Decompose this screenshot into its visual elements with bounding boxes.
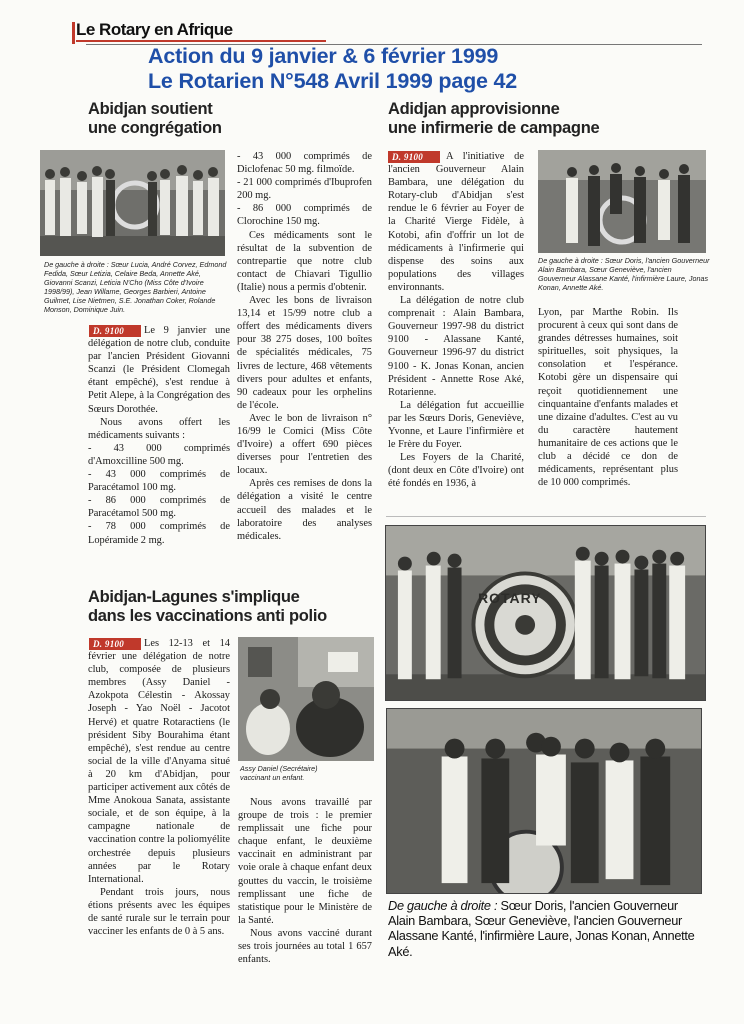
- caption-lead: De gauche à droite :: [388, 898, 498, 913]
- article2-title-line2: une infirmerie de campagne: [388, 119, 600, 137]
- article1-col1: [88, 324, 230, 547]
- list-item: - 43 000 comprimés de Paracétamol 100 mg.: [88, 469, 230, 494]
- article3-title-line2: dans les vaccinations anti polio: [88, 607, 327, 625]
- group-photo-icon: [40, 150, 225, 256]
- paragraph: [388, 150, 524, 294]
- rotary-banner-group-photo-icon: [386, 526, 705, 700]
- paragraph: [388, 294, 524, 399]
- article1-p2: Nous avons offert les médicaments suivants :: [88, 416, 230, 441]
- article2-title: [388, 100, 708, 138]
- district-badge: D. 9100: [89, 325, 141, 337]
- article1-p6: Après ces remises de dons la délégation a visité le centre accueil des malades et le laboratoire des analyses médicales.: [237, 478, 372, 542]
- article3-title: [88, 588, 388, 626]
- group-photo-icon: [387, 709, 701, 893]
- bottom-photo: [386, 708, 702, 894]
- vaccination-photo-icon: [238, 637, 374, 761]
- article2-p4: Les Foyers de la Charité, (dont deux en Côte d'Ivoire) ont été fondés en 1936, à: [388, 452, 524, 490]
- rubric-bar: [76, 20, 326, 42]
- article1-p3: Ces médicaments sont le résultat de la subvention de contrepartie que notre club contact de Chiavari Tigullio (Italie) nous a permis d'obtenir.: [237, 229, 372, 293]
- article3-p2: Pendant trois jours, nous étions présents avec les équipes de santé rurale sur le terrain pour vacciner les enfants de 0 à 5 ans.: [88, 886, 230, 938]
- caption-lead: De gauche à droite :: [538, 256, 603, 265]
- bottom-photo-caption: [388, 898, 704, 959]
- list-item: - 78 000 comprimés de Lopéramide 2 mg.: [88, 521, 230, 546]
- paragraph: [88, 886, 230, 938]
- paragraph: [388, 451, 524, 490]
- article1-col2: [237, 150, 372, 543]
- list-item: - 43 000 comprimés d'Amoxcilline 500 mg.: [88, 442, 230, 467]
- paragraph: [538, 306, 678, 489]
- article1-p1: Le 9 janvier une délégation de notre club, conduite par l'ancien Président Giovanni Scanzi (le Président Clomegah étant empêché), s'est rendue à Petit Alepe, à la Congrégation des Sœurs Dorothée.: [88, 325, 230, 415]
- district-badge: D. 9100: [388, 151, 440, 163]
- article2-caption: [538, 256, 710, 292]
- article3-col1: [88, 637, 230, 938]
- paragraph: [238, 927, 372, 966]
- article2-p5: Lyon, par Marthe Robin. Ils procurent à ceux qui sont dans de grandes détresses humaines, soit spirituelles, soit physiques, la consolation et l'espérance. Kotobi gère un dispensaire qui reçoit quotidiennement une cinquantaine d'enfants malades et une dizaine d'adultes. C'est au vu du caractère hautement humanitaire de ces actions que le club a décidé ce don de médicaments, représentant plus de 10 000 comprimés.: [538, 307, 678, 489]
- caption-text: Sœur Doris, l'ancien Gouverneur Alain Bambara, Sœur Geneviève, l'ancien Gouverneur Alassane Kanté, l'infirmière Laure, Jonas Konan, Annette Aké.: [538, 256, 710, 292]
- list-item: - 86 000 comprimés de Paracétamol 500 mg.: [88, 495, 230, 520]
- article3-photo: [238, 637, 374, 761]
- list-item: - 86 000 comprimés de Clorochine 150 mg.: [237, 203, 372, 228]
- paragraph: [388, 399, 524, 451]
- article1-title-line1: Abidjan soutient: [88, 100, 213, 118]
- article3-p3: Nous avons travaillé par groupe de trois : le premier remplissait une fiche pour chaque enfant, le deuxième vaccinait en administrant par voie orale à chaque enfant deux gouttes du vaccin, le troisième remplissant une fiche de statistique pour le Ministère de la Santé.: [238, 797, 372, 926]
- paragraph: [88, 416, 230, 442]
- article2-col1: [388, 150, 524, 490]
- list-item: - 43 000 comprimés de Diclofenac 50 mg. filmoïde.: [237, 151, 372, 176]
- paragraph: [237, 477, 372, 542]
- headline-line-1: Action du 9 janvier & 6 février 1999: [148, 44, 499, 68]
- article1-title-line2: une congrégation: [88, 119, 222, 137]
- article3-p4: Nous avons vacciné durant ses trois journées au total 1 657 enfants.: [238, 927, 372, 966]
- district-badge: D. 9100: [89, 638, 141, 650]
- paragraph: [237, 229, 372, 294]
- rubric-title: Le Rotary en Afrique: [76, 20, 233, 39]
- paragraph: [237, 412, 372, 477]
- article3-col2: [238, 796, 372, 966]
- article3-title-line1: Abidjan-Lagunes s'implique: [88, 588, 300, 606]
- article1-p4: Avec les bons de livraison 13,14 et 15/99 notre club a offert des médicaments divers pour 38 275 doses, 100 boîtes de spécialités médicales, 75 livres de lecture, 468 vêtements divers pour adultes et enfants, 90 cadeaux pour les orphelins de l'école.: [237, 295, 372, 411]
- large-photo: [385, 525, 706, 701]
- article2-photo: [538, 150, 706, 253]
- article1-caption: [44, 260, 228, 314]
- caption-text: Sœur Doris, l'ancien Gouverneur Alain Bambara, Sœur Geneviève, l'ancien Gouverneur Alassane Kanté, l'infirmière Laure, Jonas Konan, Annette Aké.: [388, 898, 695, 959]
- article2-col2: [538, 306, 678, 489]
- list-item: - 21 000 comprimés d'Ibuprofen 200 mg.: [237, 177, 372, 202]
- article2-p2: La délégation de notre club comprenait : Alain Bambara, Gouverneur 1997-98 du district 9100 - Alassane Kanté, Gouverneur 1996-97 du district 9100 - K. Jonas Konan, ancien Président - Annette Rose Aké, Rotarienne.: [388, 295, 524, 398]
- article3-caption: Assy Daniel (Secrétaire) vaccinant un enfant.: [240, 764, 318, 782]
- article2-p1: A l'initiative de l'ancien Gouverneur Alain Bambara, une délégation du Rotary-club d'Abidjan s'est rendue le 6 février au Foyer de la Charité Vierge Fidèle, à Kotobi, afin d'offrir un lot de médicaments à l'infirmerie qui dispense des soins aux populations des villages environnants.: [388, 151, 524, 293]
- headline-line-2: Le Rotarien N°548 Avril 1999 page 42: [148, 69, 518, 93]
- caption-text: Sœur Lucia, André Corvez, Edmond Fedida, Sœur Letizia, Celaire Beda, Annette Aké, Giovanni Scanzi, Leticia N'Cho (Miss Côte d'Ivoire 1998/99), Jean Willame, Georges Barbieri, Antoine Guilmet, Lise Nietmen, S.E. Jonathan Coker, Rolande Monson, Dominique Juin.: [44, 260, 227, 314]
- article2-title-line1: Adidjan approvisionne: [388, 100, 560, 118]
- article1-title: [88, 100, 338, 138]
- paragraph: [88, 637, 230, 886]
- banner-text: ROTARY: [478, 590, 542, 606]
- paragraph: [238, 796, 372, 927]
- paragraph: [88, 324, 230, 416]
- article2-p3: La délégation fut accueillie par les Sœurs Doris, Geneviève, Yvonne, et Laure l'infirmière et le Frère du Foyer.: [388, 399, 524, 451]
- article1-p5: Avec le bon de livraison n° 16/99 le Comici (Miss Côte d'Ivoire) a offert 690 pièces diverses pour l'entretien des locaux.: [237, 412, 372, 477]
- caption-lead: De gauche à droite :: [44, 260, 109, 269]
- article1-photo: [40, 150, 225, 256]
- article3-p1: Les 12-13 et 14 février une délégation de notre club, composée de plusieurs membres (Assy Daniel - Azokpota Célestin - Akossay Joseph - Yao Noël - Jacotot Hervé) et quatre Rotaractiens (le président Siby Bourahima étant empêché), s'est rendue au centre social de la ville d'Anyama situé à 20 km d'Abidjan, pour participer activement aux côtés de Mme Anokoua Sanata, assistante sociale, et de son équipe, à la campagne nationale de vaccination contre la poliomyélite orchestrée depuis plusieurs années par le Rotary International.: [88, 638, 230, 885]
- section-divider: [386, 516, 706, 517]
- paragraph: [237, 294, 372, 412]
- group-photo-icon: [538, 150, 706, 253]
- rubric-marker: [72, 22, 75, 44]
